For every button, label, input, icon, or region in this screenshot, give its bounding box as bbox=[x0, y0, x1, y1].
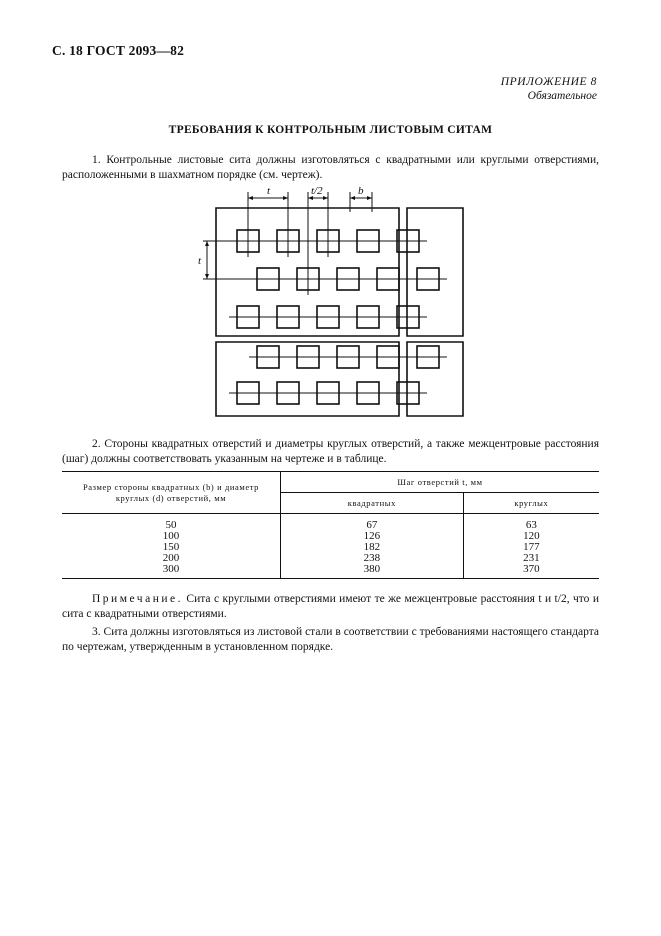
table-row: 200 238 231 bbox=[62, 553, 599, 564]
appendix-label: ПРИЛОЖЕНИЕ 8 bbox=[500, 76, 597, 88]
col-size-header: Размер стороны квадратных (b) и диаметр круглых (d) отверстий, мм bbox=[62, 472, 281, 514]
note-paragraph bbox=[62, 592, 599, 622]
dim-label-t: t bbox=[267, 185, 271, 197]
note-label: Примечание. bbox=[92, 593, 183, 605]
table-row: 100 126 120 bbox=[62, 531, 599, 542]
appendix-block bbox=[501, 75, 597, 103]
col-square-header: квадратных bbox=[281, 493, 464, 514]
section-title: ТРЕБОВАНИЯ К КОНТРОЛЬНЫМ ЛИСТОВЫМ СИТАМ bbox=[168, 124, 493, 136]
col-round-header: круглых bbox=[463, 493, 599, 514]
sieve-drawing bbox=[195, 182, 470, 427]
paragraph-2: 2. Стороны квадратных отверстий и диаметры круглых отверстий, а также межцентровые расстояния (шаг) должны соответствовать указанным на чертеже и в таблице. bbox=[62, 438, 599, 465]
paragraph-3: 3. Сита должны изготовляться из листовой стали в соответствии с требованиями настоящего стандарта по чертежам, утвержденным в установленном порядке. bbox=[62, 626, 599, 653]
appendix-status: Обязательное bbox=[527, 90, 597, 102]
sieve-table bbox=[62, 471, 599, 579]
col-pitch-group-header: Шаг отверстий t, мм bbox=[281, 472, 600, 493]
dim-label-t2: t/2 bbox=[311, 185, 323, 197]
page-header: С. 18 ГОСТ 2093—82 bbox=[52, 43, 185, 58]
note-text: Сита с круглыми отверстиями имеют те же межцентровые расстояния t и t/2, что и сита с квадратными отверстиями. bbox=[62, 593, 599, 620]
table-row: 50 67 63 bbox=[62, 514, 599, 532]
table-row: 300 380 370 bbox=[62, 564, 599, 579]
dim-label-b: b bbox=[358, 185, 364, 197]
dim-label-t-side: t bbox=[198, 255, 202, 267]
table-row: 150 182 177 bbox=[62, 542, 599, 553]
paragraph-1: 1. Контрольные листовые сита должны изготовляться с квадратными или круглыми отверстиями, расположенными в шахматном порядке (см. чертеж). bbox=[62, 154, 599, 181]
